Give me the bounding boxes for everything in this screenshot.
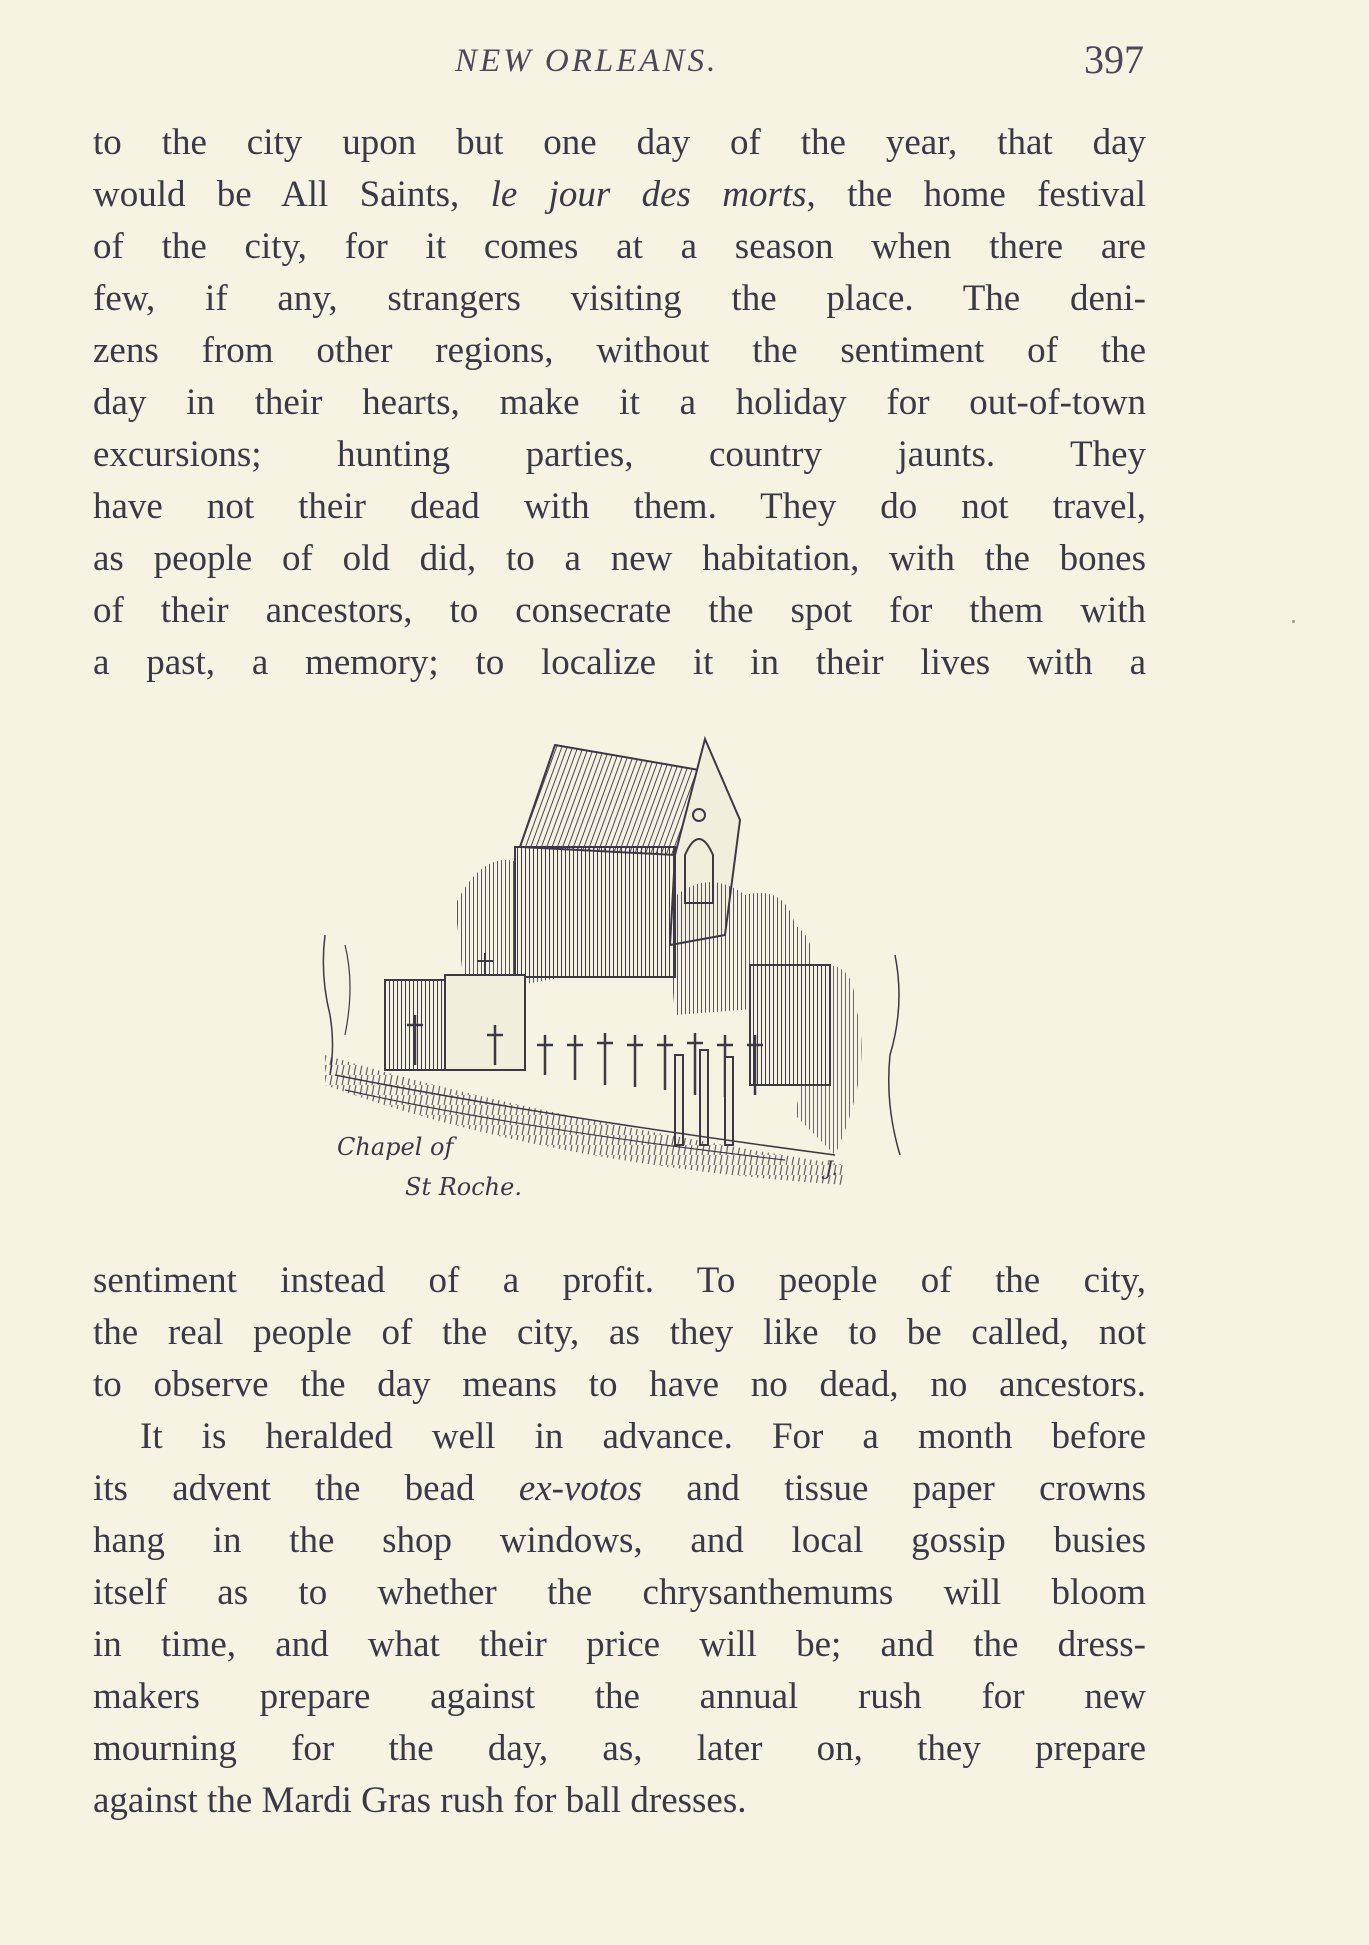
text-line: excursions; hunting parties, country jaunts. They [93, 434, 1146, 475]
running-head [0, 38, 1369, 82]
italic-phrase: le jour des morts [490, 174, 807, 215]
text-line: sentiment instead of a profit. To people of the city, [93, 1260, 1146, 1301]
text-line: itself as to whether the chrysanthemums will bloom [93, 1572, 1146, 1613]
text-line: makers prepare against the annual rush for new [93, 1676, 1146, 1717]
text-line: mourning for the day, as, later on, they prepare [93, 1728, 1146, 1769]
text-line: It is heralded well in advance. For a month before [140, 1416, 1146, 1457]
foliage-left [455, 850, 588, 995]
text-line: the real people of the city, as they like to be called, not [93, 1312, 1146, 1353]
running-title: NEW ORLEANS. [455, 43, 719, 79]
caption-line-1: Chapel of [337, 1133, 454, 1161]
tomb-right [750, 965, 830, 1085]
paper-speck [1292, 620, 1295, 623]
text-run: would be All Saints, [93, 174, 460, 215]
text-line: as people of old did, to a new habitation, with the bones [93, 538, 1146, 579]
text-line: to the city upon but one day of the year, that day [93, 122, 1146, 163]
text-line [93, 169, 1146, 221]
chapel-illustration [305, 735, 945, 1211]
text-line: few, if any, strangers visiting the place. The deni- [93, 278, 1146, 319]
text-line: against the Mardi Gras rush for ball dresses. [93, 1780, 747, 1821]
text-line: hang in the shop windows, and local gossip busies [93, 1520, 1146, 1561]
paragraph-sentiment [93, 1255, 1146, 1827]
text-line: day in their hearts, make it a holiday for out-of-town [93, 382, 1146, 423]
paragraph-continued [93, 117, 1146, 689]
text-run: and tissue paper crowns [686, 1468, 1147, 1509]
sketch-lines-left [323, 935, 332, 1075]
text-line: have not their dead with them. They do not travel, [93, 486, 1146, 527]
fence-posts [675, 1050, 733, 1145]
text-line: to observe the day means to have no dead, no ancestors. [93, 1364, 1146, 1405]
text-line [93, 1463, 1146, 1515]
text-line: a past, a memory; to localize it in their lives with a [93, 642, 1146, 683]
artist-signature: J. [825, 1156, 838, 1180]
chapel-roof [520, 745, 705, 855]
chapel-drawing [305, 735, 945, 1211]
caption-line-2: St Roche. [405, 1173, 522, 1201]
sketch-lines-right [889, 955, 900, 1155]
text-line: of the city, for it comes at a season when there are [93, 226, 1146, 267]
text-line: zens from other regions, without the sentiment of the [93, 330, 1146, 371]
text-run: , the home festival [806, 174, 1147, 215]
page-number: 397 [1084, 37, 1144, 82]
text-run: its advent the bead [93, 1468, 475, 1509]
tomb-white [445, 975, 525, 1070]
italic-phrase: ex-votos [518, 1468, 643, 1509]
text-line: of their ancestors, to consecrate the spot for them with [93, 590, 1146, 631]
text-line: in time, and what their price will be; and the dress- [93, 1624, 1146, 1665]
